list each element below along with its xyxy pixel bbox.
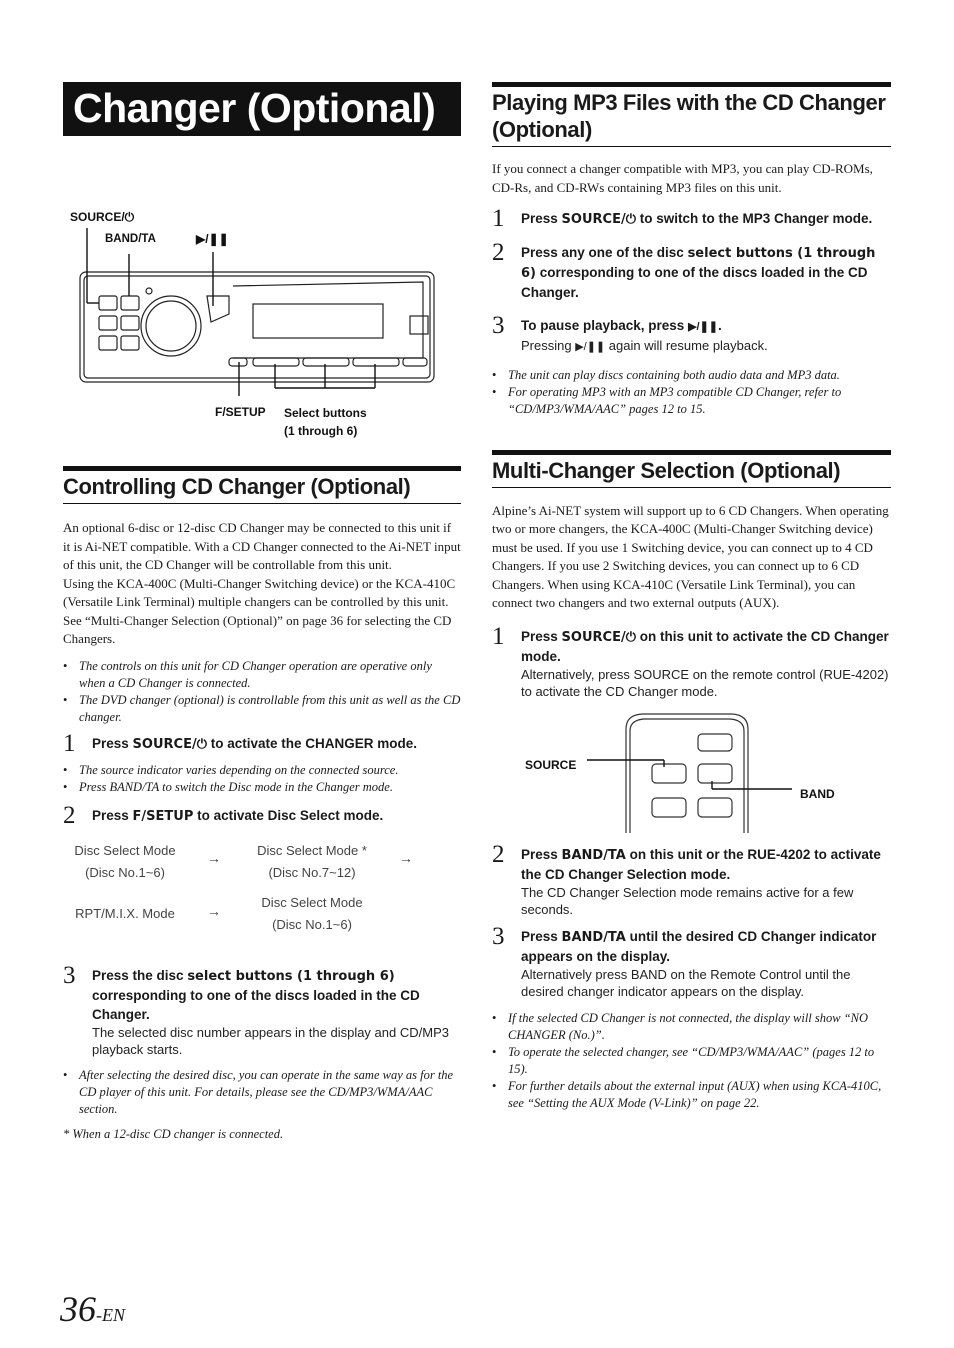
step-number: 3 xyxy=(492,312,505,339)
controlling-step-1 xyxy=(63,729,461,757)
step-instruction: To pause playback, press ▶/❚❚. xyxy=(521,316,891,337)
step-detail: The CD Changer Selection mode remains active for a few seconds. xyxy=(521,884,854,917)
mp3-step-1 xyxy=(492,205,891,232)
source-key: SOURCE/⏻ xyxy=(561,629,636,645)
step-instruction: Press SOURCE/⏻ on this unit to activate the CD Changer mode. xyxy=(521,628,889,664)
play-pause-icon: ▶/❚❚ xyxy=(688,321,719,333)
multi-step-2 xyxy=(492,840,891,919)
controlling-notes xyxy=(63,658,461,726)
list-item: • If the selected CD Changer is not connected, the display will show “NO CHANGER (No.)”. xyxy=(492,1010,891,1044)
remote-source-label: SOURCE xyxy=(525,757,577,772)
select-buttons-key: select buttons (1 through 6) xyxy=(521,246,876,281)
multi-step-3 xyxy=(492,922,891,1001)
flow-arrow: → xyxy=(399,849,413,866)
mp3-intro: If you connect a changer compatible with MP3, you can play CD-ROMs, CD-Rs, and CD-RWs containing MP3 files on this unit. xyxy=(492,161,873,195)
fsetup-key: F/SETUP xyxy=(132,808,194,824)
list-item: • Press BAND/TA to switch the Disc mode in the Changer mode. xyxy=(63,779,461,796)
list-item: • For operating MP3 with an MP3 compatible CD Changer, refer to “CD/MP3/WMA/AAC” pages 12 to 15. xyxy=(492,384,891,418)
step-instruction: Press SOURCE/⏻ to switch to the MP3 Changer mode. xyxy=(521,211,873,227)
step-instruction: Press F/SETUP to activate Disc Select mode. xyxy=(92,807,384,824)
mp3-step-2 xyxy=(492,239,891,302)
fsetup-label: F/SETUP xyxy=(215,405,266,419)
controlling-step1-notes xyxy=(63,762,461,796)
step-detail: Pressing ▶/❚❚ again will resume playback. xyxy=(521,337,891,357)
select-buttons-key: select buttons (1 through 6) xyxy=(187,968,395,984)
footnote: * When a 12-disc CD changer is connected. xyxy=(63,1126,284,1141)
page-title: Changer (Optional) xyxy=(63,82,461,136)
head-unit-diagram xyxy=(63,136,461,438)
step-detail: Alternatively, press SOURCE on the remote control (RUE-4202) to activate the CD Changer mode. xyxy=(521,666,889,699)
controlling-step-3 xyxy=(63,961,461,1059)
remote-diagram xyxy=(492,709,891,835)
multi-notes xyxy=(492,1010,891,1112)
list-item: • The source indicator varies depending on the connected source. xyxy=(63,762,461,779)
multi-heading: Multi-Changer Selection (Optional) xyxy=(492,450,891,488)
step-number: 2 xyxy=(63,801,76,829)
band-label: BAND/TA xyxy=(105,233,156,245)
play-pause-icon: ▶/❚❚ xyxy=(575,341,606,353)
head-unit-drawing xyxy=(63,136,461,396)
mp3-notes xyxy=(492,367,891,418)
flow-arrow: → xyxy=(207,902,221,919)
step-number: 3 xyxy=(492,922,505,950)
flow-arrow: → xyxy=(207,849,221,866)
step-detail: Alternatively press BAND on the Remote Control until the desired changer indicator appears on the display. xyxy=(521,966,851,999)
remote-band-label: BAND xyxy=(800,786,835,801)
controlling-intro-1: An optional 6-disc or 12-disc CD Changer may be connected to this unit if it is Ai-NET compatible. With a CD Changer connected to the Ai-NET input of this unit, the CD Changer will be controllable from this unit. xyxy=(63,520,461,572)
list-item: • For further details about the external input (AUX) when using KCA-410C, see “Setting the AUX Mode (V-Link)” on page 22. xyxy=(492,1078,891,1112)
list-item: • After selecting the desired disc, you can operate in the same way as for the CD player of this unit. For details, please see the CD/MP3/WMA/AAC section. xyxy=(63,1067,461,1118)
right-column xyxy=(492,82,891,1112)
band-key: BAND/TA xyxy=(561,929,626,945)
left-column xyxy=(63,82,461,1143)
band-key: BAND/TA xyxy=(561,847,626,863)
multi-intro: Alpine’s Ai-NET system will support up to 6 CD Changers. When operating two or more changers, the KCA-400C (Multi-Changer Switching device) must be used. If you use 1 Switching device, you can connect up to 4 CD Changers. If you use 2 Switching devices, you can connect up to 6 CD Changers. When using KCA-410C (Versatile Link Terminal), you can connect two changers and two external outputs (AUX). xyxy=(492,502,889,610)
source-key: SOURCE/⏻ xyxy=(561,212,636,227)
step-instruction: Press any one of the disc select buttons (1 through 6) corresponding to one of the discs loaded in the CD Changer. xyxy=(521,245,876,300)
step-number: 1 xyxy=(492,622,505,650)
step-instruction: Press BAND/TA on this unit or the RUE-4202 to activate the CD Changer Selection mode. xyxy=(521,846,881,882)
list-item: • To operate the selected changer, see “CD/MP3/WMA/AAC” (pages 12 to 15). xyxy=(492,1044,891,1078)
select-buttons-label: Select buttons (1 through 6) xyxy=(284,406,367,438)
list-item: • The DVD changer (optional) is controllable from this unit as well as the CD changer. xyxy=(63,692,461,726)
step-number: 3 xyxy=(63,961,76,989)
mode-flow xyxy=(63,840,461,952)
list-item: • The unit can play discs containing both audio data and MP3 data. xyxy=(492,367,891,384)
step-detail: The selected disc number appears in the display and CD/MP3 playback starts. xyxy=(92,1024,449,1057)
mp3-heading: Playing MP3 Files with the CD Changer (Optional) xyxy=(492,82,891,147)
step-instruction: Press the disc select buttons (1 through 6) corresponding to one of the discs loaded in the CD Changer. xyxy=(92,967,420,1022)
play-pause-label: ▶/❚❚ xyxy=(196,232,229,246)
source-label: SOURCE/⏻ xyxy=(70,210,135,224)
flow-disc-select-7-12: Disc Select Mode * (Disc No.7~12) xyxy=(257,842,367,880)
source-key: SOURCE/⏻ xyxy=(132,736,207,752)
multi-step-1 xyxy=(492,622,891,701)
flow-rpt-mix: RPT/M.I.X. Mode xyxy=(75,905,175,921)
flow-disc-select-1-6: Disc Select Mode (Disc No.1~6) xyxy=(74,842,176,880)
list-item: • The controls on this unit for CD Changer operation are operative only when a CD Changer is connected. xyxy=(63,658,461,692)
step-number: 2 xyxy=(492,239,505,266)
step-number: 1 xyxy=(492,205,505,232)
flow-disc-select-1-6-b: Disc Select Mode (Disc No.1~6) xyxy=(261,894,363,932)
controlling-intro-2: Using the KCA-400C (Multi-Changer Switching device) or the KCA-410C (Versatile Link Terminal) multiple changers can be controlled by this unit. xyxy=(63,575,456,609)
controlling-heading: Controlling CD Changer (Optional) xyxy=(63,466,461,504)
step-instruction: Press SOURCE/⏻ to activate the CHANGER mode. xyxy=(92,735,418,752)
controlling-intro-3: See “Multi-Changer Selection (Optional)” on page 36 for selecting the CD Changers. xyxy=(63,612,452,646)
step-number: 2 xyxy=(492,840,505,868)
remote-drawing xyxy=(492,709,891,835)
controlling-step-2 xyxy=(63,801,461,829)
controlling-step3-notes xyxy=(63,1067,461,1118)
step-instruction: Press BAND/TA until the desired CD Changer indicator appears on the display. xyxy=(521,928,877,964)
step-number: 1 xyxy=(63,729,76,757)
page-number: 36-EN xyxy=(60,1289,125,1329)
mp3-step-3 xyxy=(492,312,891,357)
